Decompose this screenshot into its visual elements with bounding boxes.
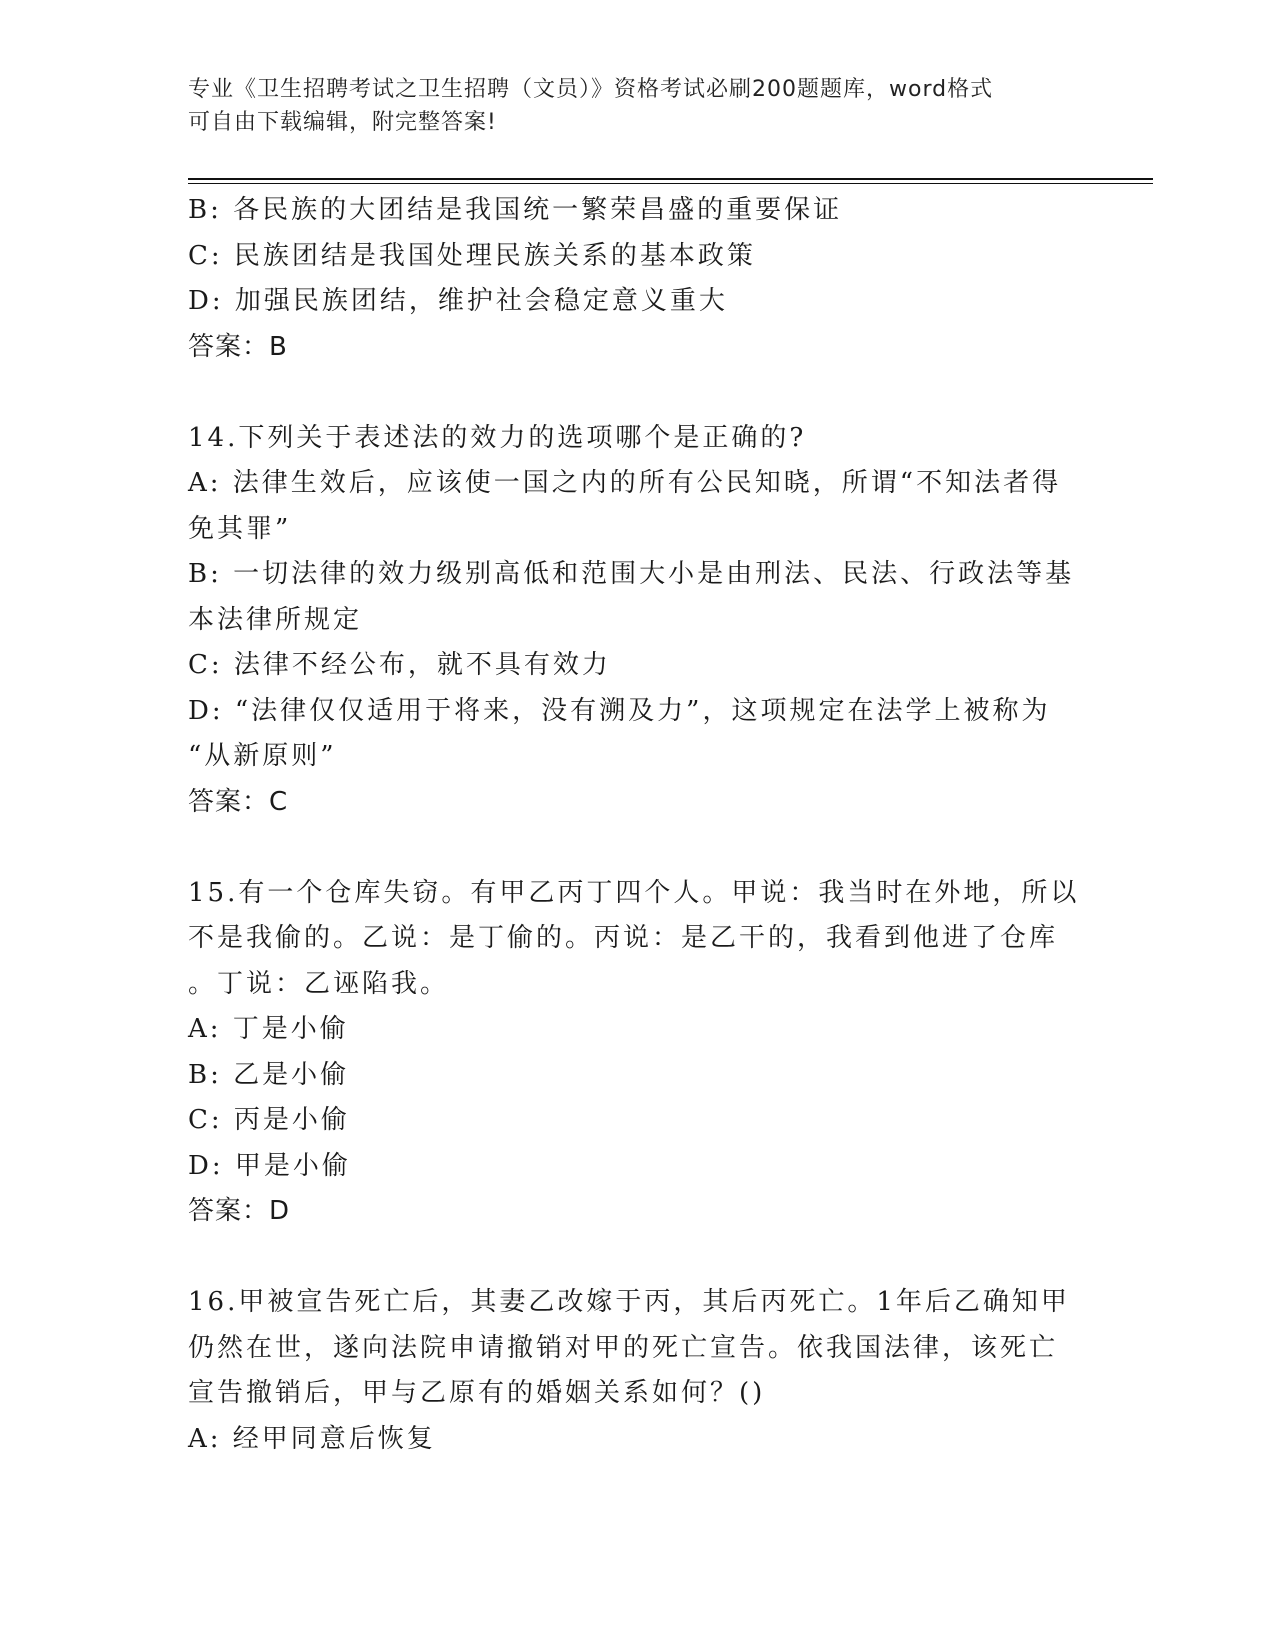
q16-stem-line-1: 16.甲被宣告死亡后，其妻乙改嫁于丙，其后丙死亡。1年后乙确知甲	[188, 1287, 1070, 1317]
q13-option-b: B: 各民族的大团结是我国统一繁荣昌盛的重要保证	[188, 195, 843, 225]
question-14	[188, 416, 1078, 826]
q14-option-d-line-1: D: “法律仅仅适用于将来，没有溯及力”，这项规定在法学上被称为	[188, 695, 1051, 726]
q13-option-d: D: 加强民族团结，维护社会稳定意义重大	[188, 286, 728, 316]
question-content	[188, 188, 1078, 1462]
q15-option-d: D: 甲是小偷	[188, 1150, 351, 1181]
q13-option-c: C: 民族团结是我国处理民族关系的基本政策	[188, 240, 756, 271]
spacer	[188, 370, 1078, 416]
q15-stem-line-2: 不是我偷的。乙说：是丁偷的。丙说：是乙干的，我看到他进了仓库	[188, 923, 1059, 953]
header-divider-thick	[188, 178, 1153, 180]
q14-option-a-line-2: 免其罪”	[188, 513, 292, 544]
q16-stem-line-2: 仍然在世，遂向法院申请撤销对甲的死亡宣告。依我国法律，该死亡	[188, 1332, 1059, 1363]
q14-answer: 答案：C	[188, 786, 289, 817]
document-header	[188, 73, 1068, 139]
q14-stem: 14.下列关于表述法的效力的选项哪个是正确的?	[188, 422, 807, 453]
q16-stem-line-3: 宣告撤销后，甲与乙原有的婚姻关系如何？()	[188, 1378, 766, 1408]
q13-answer: 答案：B	[188, 331, 288, 362]
q14-option-b-line-1: B: 一切法律的效力级别高低和范围大小是由刑法、民法、行政法等基	[188, 559, 1075, 589]
q15-option-c: C: 丙是小偷	[188, 1105, 350, 1135]
q15-option-a: A: 丁是小偷	[188, 1014, 349, 1044]
question-13-continued	[188, 188, 1078, 370]
q14-option-a-line-1: A: 法律生效后，应该使一国之内的所有公民知晓，所谓“不知法者得	[188, 468, 1062, 498]
header-divider-thin	[188, 183, 1153, 184]
spacer	[188, 1235, 1078, 1281]
question-15	[188, 871, 1078, 1235]
spacer	[188, 825, 1078, 871]
q15-answer: 答案：D	[188, 1196, 291, 1226]
question-16	[188, 1280, 1078, 1462]
q14-option-b-line-2: 本法律所规定	[188, 604, 363, 635]
q15-stem-line-3: 。丁说：乙诬陷我。	[188, 968, 450, 999]
header-title-line-1: 专业《卫生招聘考试之卫生招聘（文员）》资格考试必刷200题题库，word格式	[188, 77, 994, 102]
q15-stem-line-1: 15.有一个仓库失窃。有甲乙丙丁四个人。甲说：我当时在外地，所以	[188, 877, 1080, 908]
header-title-line-2: 可自由下载编辑，附完整答案!	[188, 110, 497, 135]
q14-option-c: C: 法律不经公布，就不具有效力	[188, 650, 611, 680]
q14-option-d-line-2: “从新原则”	[188, 741, 337, 771]
q16-option-a: A: 经甲同意后恢复	[188, 1423, 436, 1454]
q15-option-b: B: 乙是小偷	[188, 1059, 350, 1090]
